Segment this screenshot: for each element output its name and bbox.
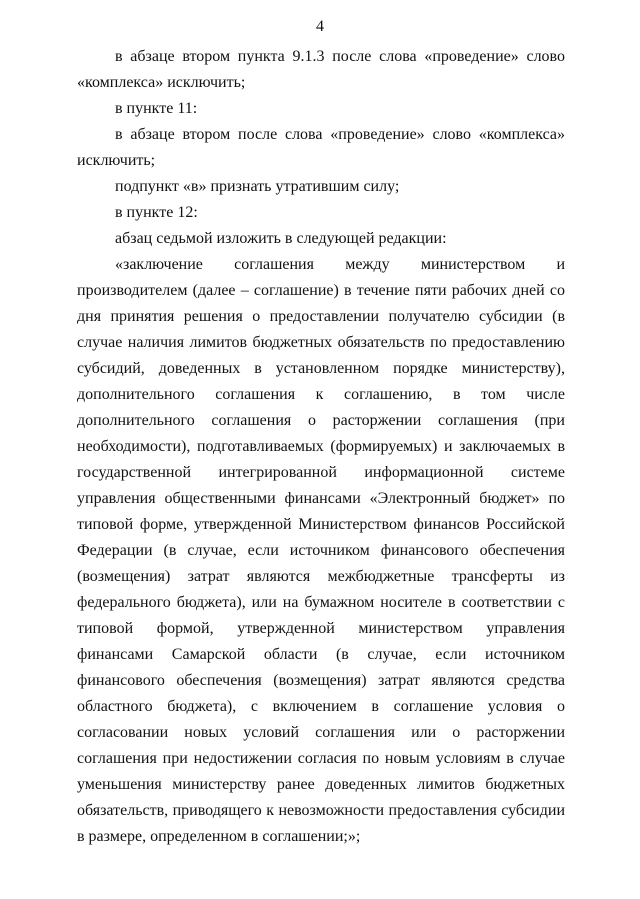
paragraph-point-12: в пункте 12:	[115, 204, 198, 221]
paragraph-point-11: в пункте 11:	[115, 100, 198, 117]
paragraph-seventh-abzac-intro: абзац седьмой изложить в следующей редакции:	[115, 230, 447, 247]
document-body	[77, 44, 565, 850]
paragraph-amend-second-abzac: в абзаце втором после слова «проведение» слово «комплекса» исключить;	[77, 126, 565, 169]
paragraph-amend-9-1-3: в абзаце втором пункта 9.1.3 после слова «проведение» слово «комплекса» исключить;	[77, 48, 565, 91]
page-number: 4	[316, 18, 324, 35]
paragraph-subpoint-v-void: подпункт «в» признать утратившим силу;	[115, 178, 400, 195]
paragraph-new-wording-quote: «заключение соглашения между министерством и производителем (далее – соглашение) в течение пяти рабочих дней со дня принятия решения о предоставлении получателю субсидии (в случае наличия лимитов бюджетных обязательств по предоставлению субсидий, доведенных в установленном порядке министерству), дополнительного соглашения к соглашению, в том числе дополнительного соглашения о расторжении соглашения (при необходимости), подготавливаемых (формируемых) и заключаемых в государственной интегрированной информационной системе управления общественными финансами «Электронный бюджет» по типовой форме, утвержденной Министерством финансов Российской Федерации (в случае, если источником финансового обеспечения (возмещения) затрат являются межбюджетные трансферты из федерального бюджета), или на бумажном носителе в соответствии с типовой формой, утвержденной министерством управления финансами Самарской области (в случае, если источником финансового обеспечения (возмещения) затрат являются средства областного бюджета), с включением в соглашение условия о согласовании новых условий соглашения или о расторжении соглашения при недостижении согласия по новым условиям в случае уменьшения министерству ранее доведенных лимитов бюджетных обязательств, приводящего к невозможности предоставления субсидии в размере, определенном в соглашении;»;	[77, 256, 565, 845]
